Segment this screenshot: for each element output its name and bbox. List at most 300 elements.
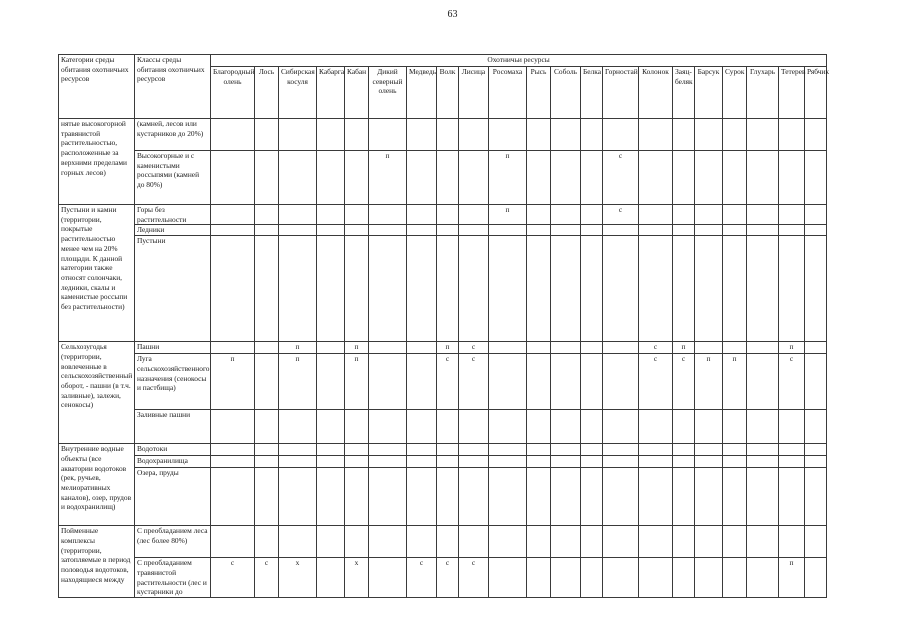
habitat-class-cell: С преобладанием леса (лес более 80%) — [135, 526, 211, 558]
presence-mark-cell — [551, 225, 581, 236]
header-category: Категории среды обитания охотничьих ресурсов — [59, 55, 135, 119]
presence-mark-cell — [747, 236, 779, 342]
presence-mark-cell: п — [345, 354, 369, 410]
presence-mark-cell — [639, 151, 673, 205]
presence-mark-cell: п — [437, 342, 459, 354]
species-header: Барсук — [695, 67, 723, 119]
presence-mark-cell — [551, 205, 581, 225]
table-row — [59, 342, 827, 354]
presence-mark-cell — [255, 236, 279, 342]
presence-mark-cell: с — [437, 354, 459, 410]
table-row — [59, 151, 827, 205]
presence-mark-cell — [805, 410, 827, 444]
presence-mark-cell — [747, 205, 779, 225]
presence-mark-cell — [673, 225, 695, 236]
presence-mark-cell — [369, 205, 407, 225]
presence-mark-cell: с — [603, 205, 639, 225]
presence-mark-cell — [255, 225, 279, 236]
presence-mark-cell — [639, 236, 673, 342]
presence-mark-cell — [489, 558, 527, 598]
presence-mark-cell: п — [673, 342, 695, 354]
presence-mark-cell — [551, 558, 581, 598]
species-header: Белка — [581, 67, 603, 119]
presence-mark-cell — [747, 410, 779, 444]
presence-mark-cell — [369, 225, 407, 236]
presence-mark-cell — [211, 236, 255, 342]
species-header: Сибирская косуля — [279, 67, 317, 119]
species-header: Глухарь — [747, 67, 779, 119]
habitat-class-cell: Заливные пашни — [135, 410, 211, 444]
presence-mark-cell — [489, 444, 527, 456]
presence-mark-cell — [603, 526, 639, 558]
habitat-class-cell: Пустыни — [135, 236, 211, 342]
presence-mark-cell — [345, 444, 369, 456]
presence-mark-cell — [805, 468, 827, 526]
presence-mark-cell — [489, 456, 527, 468]
species-header: Дикий северный олень — [369, 67, 407, 119]
presence-mark-cell — [459, 468, 489, 526]
presence-mark-cell — [527, 205, 551, 225]
presence-mark-cell — [407, 119, 437, 151]
presence-mark-cell — [489, 225, 527, 236]
presence-mark-cell — [723, 205, 747, 225]
presence-mark-cell: с — [459, 354, 489, 410]
presence-mark-cell — [211, 151, 255, 205]
table-row — [59, 225, 827, 236]
presence-mark-cell — [459, 225, 489, 236]
presence-mark-cell — [527, 151, 551, 205]
presence-mark-cell — [551, 119, 581, 151]
presence-mark-cell — [437, 236, 459, 342]
presence-mark-cell — [673, 456, 695, 468]
presence-mark-cell — [489, 526, 527, 558]
presence-mark-cell — [279, 236, 317, 342]
presence-mark-cell — [345, 151, 369, 205]
presence-mark-cell — [779, 526, 805, 558]
presence-mark-cell — [779, 119, 805, 151]
presence-mark-cell — [603, 354, 639, 410]
presence-mark-cell — [747, 354, 779, 410]
presence-mark-cell — [723, 342, 747, 354]
presence-mark-cell — [779, 236, 805, 342]
presence-mark-cell — [255, 410, 279, 444]
presence-mark-cell — [437, 410, 459, 444]
presence-mark-cell — [639, 119, 673, 151]
presence-mark-cell — [603, 410, 639, 444]
presence-mark-cell — [723, 468, 747, 526]
habitat-class-cell: Луга сельскохозяйственного назначения (сенокосы и пастбища) — [135, 354, 211, 410]
presence-mark-cell — [489, 236, 527, 342]
table-row — [59, 456, 827, 468]
presence-mark-cell — [345, 410, 369, 444]
presence-mark-cell — [673, 410, 695, 444]
presence-mark-cell — [369, 526, 407, 558]
habitat-category-cell: нятые высокогорной травянистой растительностью, расположенные за верхними пределами горных лесов) — [59, 119, 135, 205]
presence-mark-cell — [805, 205, 827, 225]
presence-mark-cell — [603, 225, 639, 236]
presence-mark-cell — [459, 205, 489, 225]
presence-mark-cell — [317, 205, 345, 225]
species-header: Соболь — [551, 67, 581, 119]
presence-mark-cell — [211, 444, 255, 456]
presence-mark-cell: с — [211, 558, 255, 598]
presence-mark-cell — [369, 468, 407, 526]
header-row — [59, 55, 827, 67]
presence-mark-cell — [551, 410, 581, 444]
presence-mark-cell — [747, 468, 779, 526]
species-header: Горностай — [603, 67, 639, 119]
presence-mark-cell: п — [723, 354, 747, 410]
habitat-class-cell: Озера, пруды — [135, 468, 211, 526]
presence-mark-cell — [345, 468, 369, 526]
presence-mark-cell — [779, 151, 805, 205]
table-row — [59, 205, 827, 225]
presence-mark-cell — [639, 410, 673, 444]
presence-mark-cell — [211, 526, 255, 558]
presence-mark-cell — [723, 410, 747, 444]
presence-mark-cell — [407, 410, 437, 444]
presence-mark-cell — [805, 456, 827, 468]
presence-mark-cell — [581, 410, 603, 444]
presence-mark-cell — [805, 444, 827, 456]
species-header: Волк — [437, 67, 459, 119]
presence-mark-cell — [255, 444, 279, 456]
hunting-resources-table — [58, 54, 827, 598]
species-header: Лисица — [459, 67, 489, 119]
presence-mark-cell — [489, 410, 527, 444]
presence-mark-cell — [723, 526, 747, 558]
presence-mark-cell — [639, 526, 673, 558]
table-row — [59, 468, 827, 526]
presence-mark-cell: с — [779, 354, 805, 410]
habitat-class-cell: Пашни — [135, 342, 211, 354]
species-header: Колонок — [639, 67, 673, 119]
presence-mark-cell — [369, 119, 407, 151]
habitat-category-cell: Пустыни и камни (территории, покрытые растительностью менее чем на 20% площади. К данной категории также относят солончаки, ледники, скалы и каменистые россыпи без растительности) — [59, 205, 135, 342]
presence-mark-cell — [779, 456, 805, 468]
presence-mark-cell: п — [211, 354, 255, 410]
presence-mark-cell — [747, 558, 779, 598]
presence-mark-cell — [437, 456, 459, 468]
presence-mark-cell — [581, 151, 603, 205]
presence-mark-cell — [673, 236, 695, 342]
presence-mark-cell: п — [369, 151, 407, 205]
presence-mark-cell — [527, 558, 551, 598]
presence-mark-cell: п — [779, 558, 805, 598]
presence-mark-cell — [747, 526, 779, 558]
presence-mark-cell — [369, 410, 407, 444]
habitat-class-cell: Водотоки — [135, 444, 211, 456]
presence-mark-cell — [551, 526, 581, 558]
presence-mark-cell — [747, 225, 779, 236]
presence-mark-cell — [747, 456, 779, 468]
presence-mark-cell — [459, 444, 489, 456]
presence-mark-cell — [695, 151, 723, 205]
presence-mark-cell — [317, 526, 345, 558]
presence-mark-cell — [581, 468, 603, 526]
habitat-class-cell: (камней, лесов или кустарников до 20%) — [135, 119, 211, 151]
presence-mark-cell — [603, 468, 639, 526]
presence-mark-cell — [369, 558, 407, 598]
presence-mark-cell — [211, 468, 255, 526]
presence-mark-cell — [673, 151, 695, 205]
presence-mark-cell — [407, 468, 437, 526]
presence-mark-cell — [527, 444, 551, 456]
presence-mark-cell — [345, 236, 369, 342]
presence-mark-cell — [747, 342, 779, 354]
species-header: Медведь — [407, 67, 437, 119]
presence-mark-cell: х — [279, 558, 317, 598]
presence-mark-cell — [723, 119, 747, 151]
presence-mark-cell — [489, 342, 527, 354]
presence-mark-cell — [723, 236, 747, 342]
presence-mark-cell — [639, 456, 673, 468]
presence-mark-cell — [407, 342, 437, 354]
presence-mark-cell — [255, 456, 279, 468]
presence-mark-cell — [603, 119, 639, 151]
presence-mark-cell — [581, 205, 603, 225]
presence-mark-cell — [695, 526, 723, 558]
presence-mark-cell — [407, 444, 437, 456]
presence-mark-cell — [551, 342, 581, 354]
presence-mark-cell — [317, 456, 345, 468]
presence-mark-cell — [345, 526, 369, 558]
presence-mark-cell — [255, 205, 279, 225]
presence-mark-cell — [551, 236, 581, 342]
presence-mark-cell — [279, 444, 317, 456]
presence-mark-cell — [211, 342, 255, 354]
presence-mark-cell — [317, 119, 345, 151]
presence-mark-cell — [747, 444, 779, 456]
table-row — [59, 444, 827, 456]
presence-mark-cell — [407, 225, 437, 236]
presence-mark-cell — [211, 205, 255, 225]
presence-mark-cell — [317, 151, 345, 205]
presence-mark-cell — [459, 456, 489, 468]
presence-mark-cell — [805, 225, 827, 236]
presence-mark-cell — [317, 558, 345, 598]
presence-mark-cell — [279, 151, 317, 205]
presence-mark-cell — [437, 468, 459, 526]
presence-mark-cell — [437, 526, 459, 558]
presence-mark-cell — [747, 151, 779, 205]
presence-mark-cell: п — [489, 151, 527, 205]
habitat-category-cell: Сельхозугодья (территории, вовлеченные в сельскохозяйственный оборот, - пашни (в т.ч. заливные), залежи, сенокосы) — [59, 342, 135, 444]
presence-mark-cell — [695, 236, 723, 342]
presence-mark-cell — [369, 342, 407, 354]
presence-mark-cell — [527, 342, 551, 354]
presence-mark-cell — [489, 468, 527, 526]
presence-mark-cell — [407, 354, 437, 410]
presence-mark-cell: с — [407, 558, 437, 598]
presence-mark-cell — [779, 205, 805, 225]
presence-mark-cell — [779, 444, 805, 456]
presence-mark-cell: с — [639, 354, 673, 410]
presence-mark-cell — [317, 354, 345, 410]
presence-mark-cell — [639, 444, 673, 456]
presence-mark-cell — [255, 119, 279, 151]
presence-mark-cell — [407, 205, 437, 225]
presence-mark-cell — [581, 444, 603, 456]
presence-mark-cell — [805, 119, 827, 151]
presence-mark-cell — [527, 119, 551, 151]
species-header: Кабарга — [317, 67, 345, 119]
presence-mark-cell: с — [603, 151, 639, 205]
presence-mark-cell — [603, 558, 639, 598]
presence-mark-cell — [639, 225, 673, 236]
presence-mark-cell — [723, 558, 747, 598]
presence-mark-cell — [673, 205, 695, 225]
species-header: Заяц-беляк — [673, 67, 695, 119]
presence-mark-cell — [437, 119, 459, 151]
presence-mark-cell — [317, 225, 345, 236]
presence-mark-cell — [723, 456, 747, 468]
presence-mark-cell — [489, 354, 527, 410]
presence-mark-cell — [695, 205, 723, 225]
presence-mark-cell — [527, 225, 551, 236]
presence-mark-cell — [551, 151, 581, 205]
presence-mark-cell — [673, 558, 695, 598]
presence-mark-cell — [369, 444, 407, 456]
presence-mark-cell — [279, 468, 317, 526]
presence-mark-cell — [437, 444, 459, 456]
presence-mark-cell — [639, 558, 673, 598]
presence-mark-cell — [279, 410, 317, 444]
species-header: Сурок — [723, 67, 747, 119]
presence-mark-cell — [211, 119, 255, 151]
habitat-class-cell: Водохранилища — [135, 456, 211, 468]
presence-mark-cell: п — [279, 342, 317, 354]
habitat-category-cell: Внутренние водные объекты (все акватории водотоков (рек, ручьев, мелиоративных каналов), озер, прудов и водохранилищ) — [59, 444, 135, 526]
presence-mark-cell — [551, 456, 581, 468]
presence-mark-cell — [437, 225, 459, 236]
presence-mark-cell — [407, 236, 437, 342]
presence-mark-cell — [437, 151, 459, 205]
presence-mark-cell — [603, 444, 639, 456]
presence-mark-cell — [317, 468, 345, 526]
presence-mark-cell — [345, 225, 369, 236]
presence-mark-cell — [255, 342, 279, 354]
presence-mark-cell: с — [673, 354, 695, 410]
presence-mark-cell — [805, 354, 827, 410]
table-row — [59, 410, 827, 444]
presence-mark-cell — [317, 236, 345, 342]
table-row — [59, 236, 827, 342]
presence-mark-cell — [527, 456, 551, 468]
presence-mark-cell — [695, 342, 723, 354]
presence-mark-cell — [603, 342, 639, 354]
presence-mark-cell — [603, 456, 639, 468]
presence-mark-cell: п — [489, 205, 527, 225]
presence-mark-cell — [255, 468, 279, 526]
presence-mark-cell — [211, 456, 255, 468]
presence-mark-cell — [489, 119, 527, 151]
presence-mark-cell — [805, 151, 827, 205]
presence-mark-cell — [317, 444, 345, 456]
presence-mark-cell — [345, 119, 369, 151]
presence-mark-cell — [527, 468, 551, 526]
presence-mark-cell — [673, 468, 695, 526]
presence-mark-cell — [527, 526, 551, 558]
presence-mark-cell: п — [345, 342, 369, 354]
presence-mark-cell — [407, 526, 437, 558]
presence-mark-cell — [279, 225, 317, 236]
presence-mark-cell — [581, 225, 603, 236]
presence-mark-cell — [279, 119, 317, 151]
presence-mark-cell — [317, 342, 345, 354]
habitat-class-cell: Высокогорные и с каменистыми россыпями (камней до 80%) — [135, 151, 211, 205]
presence-mark-cell — [551, 468, 581, 526]
presence-mark-cell: с — [639, 342, 673, 354]
species-header: Благородный олень — [211, 67, 255, 119]
presence-mark-cell — [723, 225, 747, 236]
presence-mark-cell — [211, 410, 255, 444]
presence-mark-cell — [695, 119, 723, 151]
presence-mark-cell — [695, 225, 723, 236]
presence-mark-cell: с — [255, 558, 279, 598]
presence-mark-cell: п — [695, 354, 723, 410]
presence-mark-cell — [345, 205, 369, 225]
habitat-category-cell: Пойменные комплексы (территории, затопляемые в период половодья водотоков, находящиеся между — [59, 526, 135, 598]
presence-mark-cell — [459, 410, 489, 444]
presence-mark-cell — [459, 236, 489, 342]
presence-mark-cell — [527, 236, 551, 342]
presence-mark-cell — [695, 468, 723, 526]
habitat-class-cell: С преобладанием травянистой растительности (лес и кустарники до — [135, 558, 211, 598]
species-header: Тетерев — [779, 67, 805, 119]
presence-mark-cell: п — [779, 342, 805, 354]
species-header: Рябчик — [805, 67, 827, 119]
species-header: Лось — [255, 67, 279, 119]
presence-mark-cell: х — [345, 558, 369, 598]
presence-mark-cell — [805, 342, 827, 354]
presence-mark-cell — [779, 225, 805, 236]
presence-mark-cell — [805, 558, 827, 598]
presence-mark-cell — [407, 456, 437, 468]
presence-mark-cell — [673, 444, 695, 456]
habitat-class-cell: Горы без растительности — [135, 205, 211, 225]
presence-mark-cell — [551, 354, 581, 410]
table-row — [59, 119, 827, 151]
presence-mark-cell — [723, 151, 747, 205]
presence-mark-cell — [527, 410, 551, 444]
presence-mark-cell — [673, 119, 695, 151]
presence-mark-cell — [723, 444, 747, 456]
presence-mark-cell — [695, 410, 723, 444]
habitat-class-cell: Ледники — [135, 225, 211, 236]
presence-mark-cell — [279, 205, 317, 225]
species-header: Кабан — [345, 67, 369, 119]
species-header: Рысь — [527, 67, 551, 119]
presence-mark-cell — [211, 225, 255, 236]
presence-mark-cell — [279, 526, 317, 558]
presence-mark-cell — [369, 354, 407, 410]
presence-mark-cell — [459, 119, 489, 151]
presence-mark-cell — [805, 526, 827, 558]
presence-mark-cell — [581, 456, 603, 468]
presence-mark-cell — [695, 558, 723, 598]
presence-mark-cell — [673, 526, 695, 558]
presence-mark-cell — [581, 342, 603, 354]
presence-mark-cell — [581, 558, 603, 598]
table-row — [59, 526, 827, 558]
presence-mark-cell — [581, 526, 603, 558]
presence-mark-cell — [459, 151, 489, 205]
presence-mark-cell: п — [279, 354, 317, 410]
presence-mark-cell — [369, 456, 407, 468]
presence-mark-cell — [639, 205, 673, 225]
header-resources-group: Охотничьи ресурсы — [211, 55, 827, 67]
